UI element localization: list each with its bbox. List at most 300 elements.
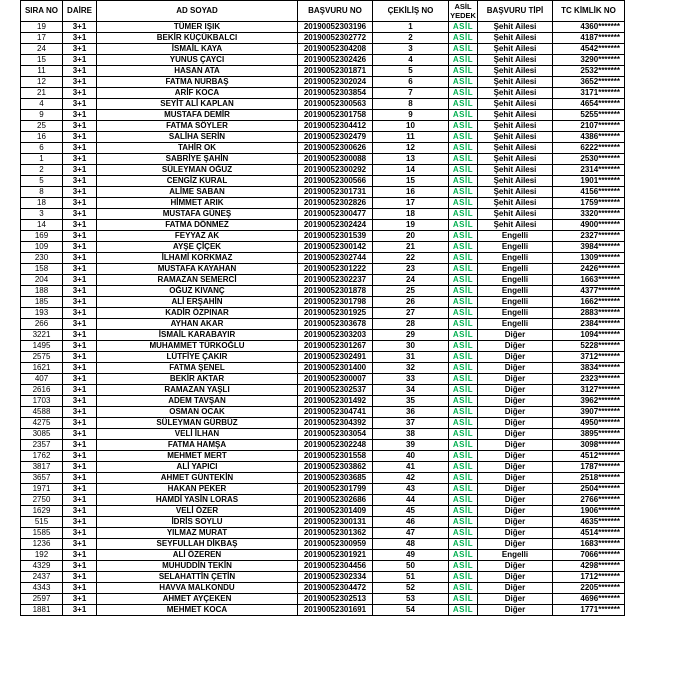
cell-tc-kimlik-no: 2107******* [553, 121, 625, 132]
table-row [21, 495, 625, 506]
cell-ad-soyad: CENGİZ KURAL [97, 176, 298, 187]
table-row [21, 451, 625, 462]
cell-asil-yedek: ASİL [449, 231, 478, 242]
cell-daire: 3+1 [63, 506, 97, 517]
cell-basvuru-no: 20190052301921 [298, 550, 373, 561]
cell-tc-kimlik-no: 3984******* [553, 242, 625, 253]
table-row [21, 275, 625, 286]
table-row [21, 550, 625, 561]
cell-basvuru-tipi: Diğer [478, 506, 553, 517]
cell-ad-soyad: BEKİR KÜÇÜKBALCI [97, 33, 298, 44]
cell-cekilis-no: 51 [373, 572, 449, 583]
cell-tc-kimlik-no: 5228******* [553, 341, 625, 352]
table-row [21, 44, 625, 55]
cell-cekilis-no: 31 [373, 352, 449, 363]
cell-asil-yedek: ASİL [449, 154, 478, 165]
cell-basvuru-no: 20190052302334 [298, 572, 373, 583]
cell-basvuru-no: 20190052301492 [298, 396, 373, 407]
cell-sira-no: 2616 [21, 385, 63, 396]
header-asil-label: ASİL [454, 2, 472, 11]
cell-asil-yedek: ASİL [449, 77, 478, 88]
header-daire: DAİRE [63, 1, 97, 22]
cell-asil-yedek: ASİL [449, 264, 478, 275]
cell-daire: 3+1 [63, 110, 97, 121]
table-body [21, 22, 625, 616]
table-row [21, 473, 625, 484]
cell-basvuru-tipi: Engelli [478, 231, 553, 242]
cell-basvuru-tipi: Diğer [478, 418, 553, 429]
cell-basvuru-tipi: Engelli [478, 297, 553, 308]
cell-sira-no: 15 [21, 55, 63, 66]
cell-basvuru-tipi: Engelli [478, 242, 553, 253]
table-row [21, 55, 625, 66]
cell-basvuru-tipi: Diğer [478, 495, 553, 506]
cell-tc-kimlik-no: 1683******* [553, 539, 625, 550]
cell-basvuru-no: 20190052301539 [298, 231, 373, 242]
cell-cekilis-no: 32 [373, 363, 449, 374]
cell-cekilis-no: 14 [373, 165, 449, 176]
cell-daire: 3+1 [63, 330, 97, 341]
cell-ad-soyad: SÜLEYMAN OĞUZ [97, 165, 298, 176]
cell-basvuru-no: 20190052301558 [298, 451, 373, 462]
cell-basvuru-tipi: Diğer [478, 473, 553, 484]
cell-basvuru-no: 20190052303854 [298, 88, 373, 99]
cell-ad-soyad: LÜTFİYE ÇAKIR [97, 352, 298, 363]
cell-tc-kimlik-no: 4156******* [553, 187, 625, 198]
cell-cekilis-no: 29 [373, 330, 449, 341]
cell-basvuru-no: 20190052301400 [298, 363, 373, 374]
cell-cekilis-no: 10 [373, 121, 449, 132]
cell-sira-no: 1881 [21, 605, 63, 616]
cell-sira-no: 14 [21, 220, 63, 231]
cell-ad-soyad: SALİHA SERİN [97, 132, 298, 143]
cell-ad-soyad: HAKAN PEKER [97, 484, 298, 495]
cell-basvuru-tipi: Şehit Ailesi [478, 22, 553, 33]
cell-basvuru-tipi: Şehit Ailesi [478, 66, 553, 77]
table-row [21, 22, 625, 33]
cell-cekilis-no: 22 [373, 253, 449, 264]
cell-cekilis-no: 36 [373, 407, 449, 418]
cell-cekilis-no: 6 [373, 77, 449, 88]
table-row [21, 143, 625, 154]
cell-basvuru-no: 20190052303054 [298, 429, 373, 440]
cell-daire: 3+1 [63, 33, 97, 44]
cell-basvuru-tipi: Diğer [478, 484, 553, 495]
cell-cekilis-no: 35 [373, 396, 449, 407]
cell-ad-soyad: ALİME SABAN [97, 187, 298, 198]
table-row [21, 363, 625, 374]
cell-ad-soyad: RAMAZAN YAŞLI [97, 385, 298, 396]
cell-cekilis-no: 44 [373, 495, 449, 506]
cell-cekilis-no: 52 [373, 583, 449, 594]
cell-cekilis-no: 2 [373, 33, 449, 44]
cell-cekilis-no: 8 [373, 99, 449, 110]
cell-asil-yedek: ASİL [449, 99, 478, 110]
cell-ad-soyad: FATMA NURBAŞ [97, 77, 298, 88]
cell-asil-yedek: ASİL [449, 308, 478, 319]
cell-ad-soyad: HASAN ATA [97, 66, 298, 77]
table-row [21, 319, 625, 330]
cell-asil-yedek: ASİL [449, 220, 478, 231]
cell-sira-no: 4275 [21, 418, 63, 429]
cell-sira-no: 11 [21, 66, 63, 77]
cell-basvuru-no: 20190052301409 [298, 506, 373, 517]
table-row [21, 440, 625, 451]
cell-ad-soyad: SABRİYE ŞAHİN [97, 154, 298, 165]
cell-ad-soyad: RAMAZAN SEMERCİ [97, 275, 298, 286]
cell-sira-no: 3 [21, 209, 63, 220]
cell-daire: 3+1 [63, 429, 97, 440]
table-row [21, 528, 625, 539]
cell-basvuru-no: 20190052300563 [298, 99, 373, 110]
table-row [21, 209, 625, 220]
cell-daire: 3+1 [63, 605, 97, 616]
cell-basvuru-tipi: Engelli [478, 253, 553, 264]
cell-sira-no: 407 [21, 374, 63, 385]
cell-tc-kimlik-no: 4635******* [553, 517, 625, 528]
cell-sira-no: 204 [21, 275, 63, 286]
table-row [21, 539, 625, 550]
cell-tc-kimlik-no: 1901******* [553, 176, 625, 187]
cell-basvuru-no: 20190052301878 [298, 286, 373, 297]
header-cekilis-no: ÇEKİLİŞ NO [373, 1, 449, 22]
cell-sira-no: 1 [21, 154, 63, 165]
cell-tc-kimlik-no: 4654******* [553, 99, 625, 110]
cell-cekilis-no: 13 [373, 154, 449, 165]
cell-sira-no: 2750 [21, 495, 63, 506]
cell-tc-kimlik-no: 4360******* [553, 22, 625, 33]
cell-tc-kimlik-no: 3320******* [553, 209, 625, 220]
cell-tc-kimlik-no: 3098******* [553, 440, 625, 451]
cell-daire: 3+1 [63, 220, 97, 231]
cell-sira-no: 5 [21, 176, 63, 187]
cell-cekilis-no: 4 [373, 55, 449, 66]
cell-tc-kimlik-no: 3834******* [553, 363, 625, 374]
cell-cekilis-no: 21 [373, 242, 449, 253]
cell-basvuru-tipi: Şehit Ailesi [478, 154, 553, 165]
cell-ad-soyad: AHMET AYÇEKEN [97, 594, 298, 605]
cell-daire: 3+1 [63, 55, 97, 66]
cell-daire: 3+1 [63, 154, 97, 165]
cell-sira-no: 4588 [21, 407, 63, 418]
cell-ad-soyad: ALİ YAPICI [97, 462, 298, 473]
cell-basvuru-no: 20190052302826 [298, 198, 373, 209]
cell-asil-yedek: ASİL [449, 407, 478, 418]
cell-sira-no: 1236 [21, 539, 63, 550]
header-sira-no: SIRA NO [21, 1, 63, 22]
table-row [21, 407, 625, 418]
cell-tc-kimlik-no: 1094******* [553, 330, 625, 341]
cell-cekilis-no: 50 [373, 561, 449, 572]
cell-tc-kimlik-no: 4542******* [553, 44, 625, 55]
lottery-results-table [20, 0, 625, 616]
cell-daire: 3+1 [63, 407, 97, 418]
cell-asil-yedek: ASİL [449, 55, 478, 66]
cell-cekilis-no: 17 [373, 198, 449, 209]
cell-daire: 3+1 [63, 374, 97, 385]
cell-cekilis-no: 20 [373, 231, 449, 242]
cell-sira-no: 6 [21, 143, 63, 154]
cell-daire: 3+1 [63, 583, 97, 594]
cell-asil-yedek: ASİL [449, 341, 478, 352]
cell-asil-yedek: ASİL [449, 275, 478, 286]
cell-basvuru-tipi: Diğer [478, 561, 553, 572]
cell-basvuru-no: 20190052301222 [298, 264, 373, 275]
cell-asil-yedek: ASİL [449, 132, 478, 143]
table-row [21, 165, 625, 176]
cell-ad-soyad: SEYİT ALİ KAPLAN [97, 99, 298, 110]
cell-daire: 3+1 [63, 165, 97, 176]
cell-ad-soyad: AYŞE ÇİÇEK [97, 242, 298, 253]
cell-daire: 3+1 [63, 550, 97, 561]
cell-ad-soyad: SÜLEYMAN GÜRBÜZ [97, 418, 298, 429]
cell-basvuru-no: 20190052302686 [298, 495, 373, 506]
cell-tc-kimlik-no: 1759******* [553, 198, 625, 209]
cell-sira-no: 9 [21, 110, 63, 121]
table-row [21, 517, 625, 528]
cell-sira-no: 17 [21, 33, 63, 44]
cell-ad-soyad: TÜMER IŞIK [97, 22, 298, 33]
cell-basvuru-no: 20190052300131 [298, 517, 373, 528]
cell-sira-no: 230 [21, 253, 63, 264]
cell-sira-no: 1585 [21, 528, 63, 539]
cell-daire: 3+1 [63, 484, 97, 495]
table-row [21, 297, 625, 308]
cell-daire: 3+1 [63, 297, 97, 308]
cell-cekilis-no: 46 [373, 517, 449, 528]
cell-ad-soyad: OĞUZ KIVANÇ [97, 286, 298, 297]
cell-tc-kimlik-no: 2323******* [553, 374, 625, 385]
cell-basvuru-tipi: Şehit Ailesi [478, 187, 553, 198]
cell-sira-no: 3221 [21, 330, 63, 341]
cell-asil-yedek: ASİL [449, 297, 478, 308]
table-row [21, 605, 625, 616]
cell-basvuru-tipi: Diğer [478, 429, 553, 440]
cell-tc-kimlik-no: 4696******* [553, 594, 625, 605]
cell-cekilis-no: 26 [373, 297, 449, 308]
cell-ad-soyad: ALİ ERŞAHİN [97, 297, 298, 308]
cell-basvuru-tipi: Engelli [478, 286, 553, 297]
cell-basvuru-tipi: Şehit Ailesi [478, 88, 553, 99]
cell-ad-soyad: AHMET GÜNTEKİN [97, 473, 298, 484]
cell-cekilis-no: 39 [373, 440, 449, 451]
cell-basvuru-no: 20190052301267 [298, 341, 373, 352]
cell-asil-yedek: ASİL [449, 198, 478, 209]
cell-asil-yedek: ASİL [449, 396, 478, 407]
cell-sira-no: 4 [21, 99, 63, 110]
cell-asil-yedek: ASİL [449, 572, 478, 583]
cell-daire: 3+1 [63, 341, 97, 352]
cell-sira-no: 19 [21, 22, 63, 33]
cell-sira-no: 515 [21, 517, 63, 528]
cell-daire: 3+1 [63, 594, 97, 605]
cell-basvuru-no: 20190052303678 [298, 319, 373, 330]
cell-basvuru-tipi: Şehit Ailesi [478, 132, 553, 143]
cell-daire: 3+1 [63, 121, 97, 132]
table-row [21, 110, 625, 121]
cell-tc-kimlik-no: 2766******* [553, 495, 625, 506]
cell-asil-yedek: ASİL [449, 165, 478, 176]
cell-basvuru-tipi: Diğer [478, 451, 553, 462]
table-row [21, 99, 625, 110]
cell-daire: 3+1 [63, 253, 97, 264]
cell-basvuru-tipi: Engelli [478, 550, 553, 561]
header-basvuru-tipi: BAŞVURU TİPİ [478, 1, 553, 22]
cell-basvuru-no: 20190052302491 [298, 352, 373, 363]
cell-daire: 3+1 [63, 176, 97, 187]
cell-tc-kimlik-no: 3171******* [553, 88, 625, 99]
table-row [21, 352, 625, 363]
cell-tc-kimlik-no: 2504******* [553, 484, 625, 495]
cell-cekilis-no: 15 [373, 176, 449, 187]
cell-basvuru-tipi: Diğer [478, 594, 553, 605]
cell-basvuru-tipi: Diğer [478, 330, 553, 341]
cell-sira-no: 1629 [21, 506, 63, 517]
cell-asil-yedek: ASİL [449, 484, 478, 495]
cell-ad-soyad: YILMAZ MURAT [97, 528, 298, 539]
header-ad-soyad: AD SOYAD [97, 1, 298, 22]
cell-ad-soyad: FATMA SÖYLER [97, 121, 298, 132]
table-row [21, 198, 625, 209]
cell-asil-yedek: ASİL [449, 253, 478, 264]
cell-daire: 3+1 [63, 308, 97, 319]
cell-cekilis-no: 7 [373, 88, 449, 99]
cell-cekilis-no: 38 [373, 429, 449, 440]
cell-ad-soyad: FATMA ŞENEL [97, 363, 298, 374]
header-row [21, 1, 625, 22]
cell-tc-kimlik-no: 1771******* [553, 605, 625, 616]
cell-asil-yedek: ASİL [449, 286, 478, 297]
cell-sira-no: 18 [21, 198, 63, 209]
cell-asil-yedek: ASİL [449, 385, 478, 396]
cell-ad-soyad: MEHMET KOCA [97, 605, 298, 616]
cell-basvuru-tipi: Şehit Ailesi [478, 209, 553, 220]
cell-daire: 3+1 [63, 473, 97, 484]
cell-asil-yedek: ASİL [449, 473, 478, 484]
cell-sira-no: 169 [21, 231, 63, 242]
cell-daire: 3+1 [63, 385, 97, 396]
cell-tc-kimlik-no: 2532******* [553, 66, 625, 77]
cell-sira-no: 4329 [21, 561, 63, 572]
cell-ad-soyad: SELAHATTİN ÇETİN [97, 572, 298, 583]
cell-basvuru-tipi: Diğer [478, 363, 553, 374]
header-basvuru-no: BAŞVURU NO [298, 1, 373, 22]
cell-sira-no: 1495 [21, 341, 63, 352]
cell-asil-yedek: ASİL [449, 495, 478, 506]
cell-daire: 3+1 [63, 275, 97, 286]
table-row [21, 132, 625, 143]
cell-asil-yedek: ASİL [449, 561, 478, 572]
cell-tc-kimlik-no: 1712******* [553, 572, 625, 583]
cell-cekilis-no: 43 [373, 484, 449, 495]
cell-tc-kimlik-no: 4187******* [553, 33, 625, 44]
cell-sira-no: 24 [21, 44, 63, 55]
cell-asil-yedek: ASİL [449, 187, 478, 198]
cell-tc-kimlik-no: 4900******* [553, 220, 625, 231]
header-yedek-label: YEDEK [450, 11, 476, 20]
table-row [21, 484, 625, 495]
cell-cekilis-no: 5 [373, 66, 449, 77]
cell-sira-no: 3657 [21, 473, 63, 484]
cell-tc-kimlik-no: 3907******* [553, 407, 625, 418]
cell-tc-kimlik-no: 3127******* [553, 385, 625, 396]
cell-sira-no: 8 [21, 187, 63, 198]
cell-asil-yedek: ASİL [449, 319, 478, 330]
cell-basvuru-no: 20190052302772 [298, 33, 373, 44]
cell-cekilis-no: 40 [373, 451, 449, 462]
cell-ad-soyad: FATMA DÖNMEZ [97, 220, 298, 231]
cell-basvuru-tipi: Şehit Ailesi [478, 110, 553, 121]
cell-tc-kimlik-no: 4377******* [553, 286, 625, 297]
cell-sira-no: 3817 [21, 462, 63, 473]
table-row [21, 330, 625, 341]
cell-basvuru-no: 20190052302479 [298, 132, 373, 143]
cell-basvuru-no: 20190052301871 [298, 66, 373, 77]
cell-basvuru-tipi: Diğer [478, 352, 553, 363]
cell-basvuru-tipi: Engelli [478, 319, 553, 330]
cell-daire: 3+1 [63, 539, 97, 550]
cell-sira-no: 4343 [21, 583, 63, 594]
cell-tc-kimlik-no: 3652******* [553, 77, 625, 88]
cell-sira-no: 1762 [21, 451, 63, 462]
cell-cekilis-no: 19 [373, 220, 449, 231]
cell-basvuru-no: 20190052303203 [298, 330, 373, 341]
cell-ad-soyad: SEYFULLAH DİKBAŞ [97, 539, 298, 550]
table-row [21, 583, 625, 594]
cell-asil-yedek: ASİL [449, 242, 478, 253]
cell-cekilis-no: 53 [373, 594, 449, 605]
cell-basvuru-tipi: Şehit Ailesi [478, 55, 553, 66]
cell-basvuru-no: 20190052304472 [298, 583, 373, 594]
table-row [21, 33, 625, 44]
cell-basvuru-no: 20190052302424 [298, 220, 373, 231]
cell-daire: 3+1 [63, 396, 97, 407]
cell-basvuru-tipi: Diğer [478, 517, 553, 528]
cell-daire: 3+1 [63, 198, 97, 209]
cell-ad-soyad: HİMMET ARIK [97, 198, 298, 209]
cell-cekilis-no: 30 [373, 341, 449, 352]
cell-cekilis-no: 34 [373, 385, 449, 396]
cell-basvuru-tipi: Şehit Ailesi [478, 143, 553, 154]
table-row [21, 506, 625, 517]
cell-sira-no: 16 [21, 132, 63, 143]
cell-asil-yedek: ASİL [449, 209, 478, 220]
cell-basvuru-tipi: Engelli [478, 308, 553, 319]
table-row [21, 154, 625, 165]
cell-basvuru-tipi: Diğer [478, 462, 553, 473]
cell-asil-yedek: ASİL [449, 517, 478, 528]
cell-daire: 3+1 [63, 44, 97, 55]
cell-daire: 3+1 [63, 495, 97, 506]
cell-ad-soyad: VELİ İLHAN [97, 429, 298, 440]
cell-tc-kimlik-no: 4386******* [553, 132, 625, 143]
cell-basvuru-tipi: Şehit Ailesi [478, 33, 553, 44]
cell-tc-kimlik-no: 4298******* [553, 561, 625, 572]
cell-sira-no: 25 [21, 121, 63, 132]
cell-basvuru-no: 20190052301731 [298, 187, 373, 198]
cell-basvuru-no: 20190052302744 [298, 253, 373, 264]
cell-basvuru-no: 20190052304456 [298, 561, 373, 572]
cell-basvuru-tipi: Şehit Ailesi [478, 198, 553, 209]
cell-asil-yedek: ASİL [449, 429, 478, 440]
cell-tc-kimlik-no: 2327******* [553, 231, 625, 242]
cell-ad-soyad: ARİF KOCA [97, 88, 298, 99]
cell-basvuru-tipi: Diğer [478, 539, 553, 550]
cell-sira-no: 21 [21, 88, 63, 99]
cell-cekilis-no: 45 [373, 506, 449, 517]
cell-cekilis-no: 37 [373, 418, 449, 429]
cell-asil-yedek: ASİL [449, 583, 478, 594]
